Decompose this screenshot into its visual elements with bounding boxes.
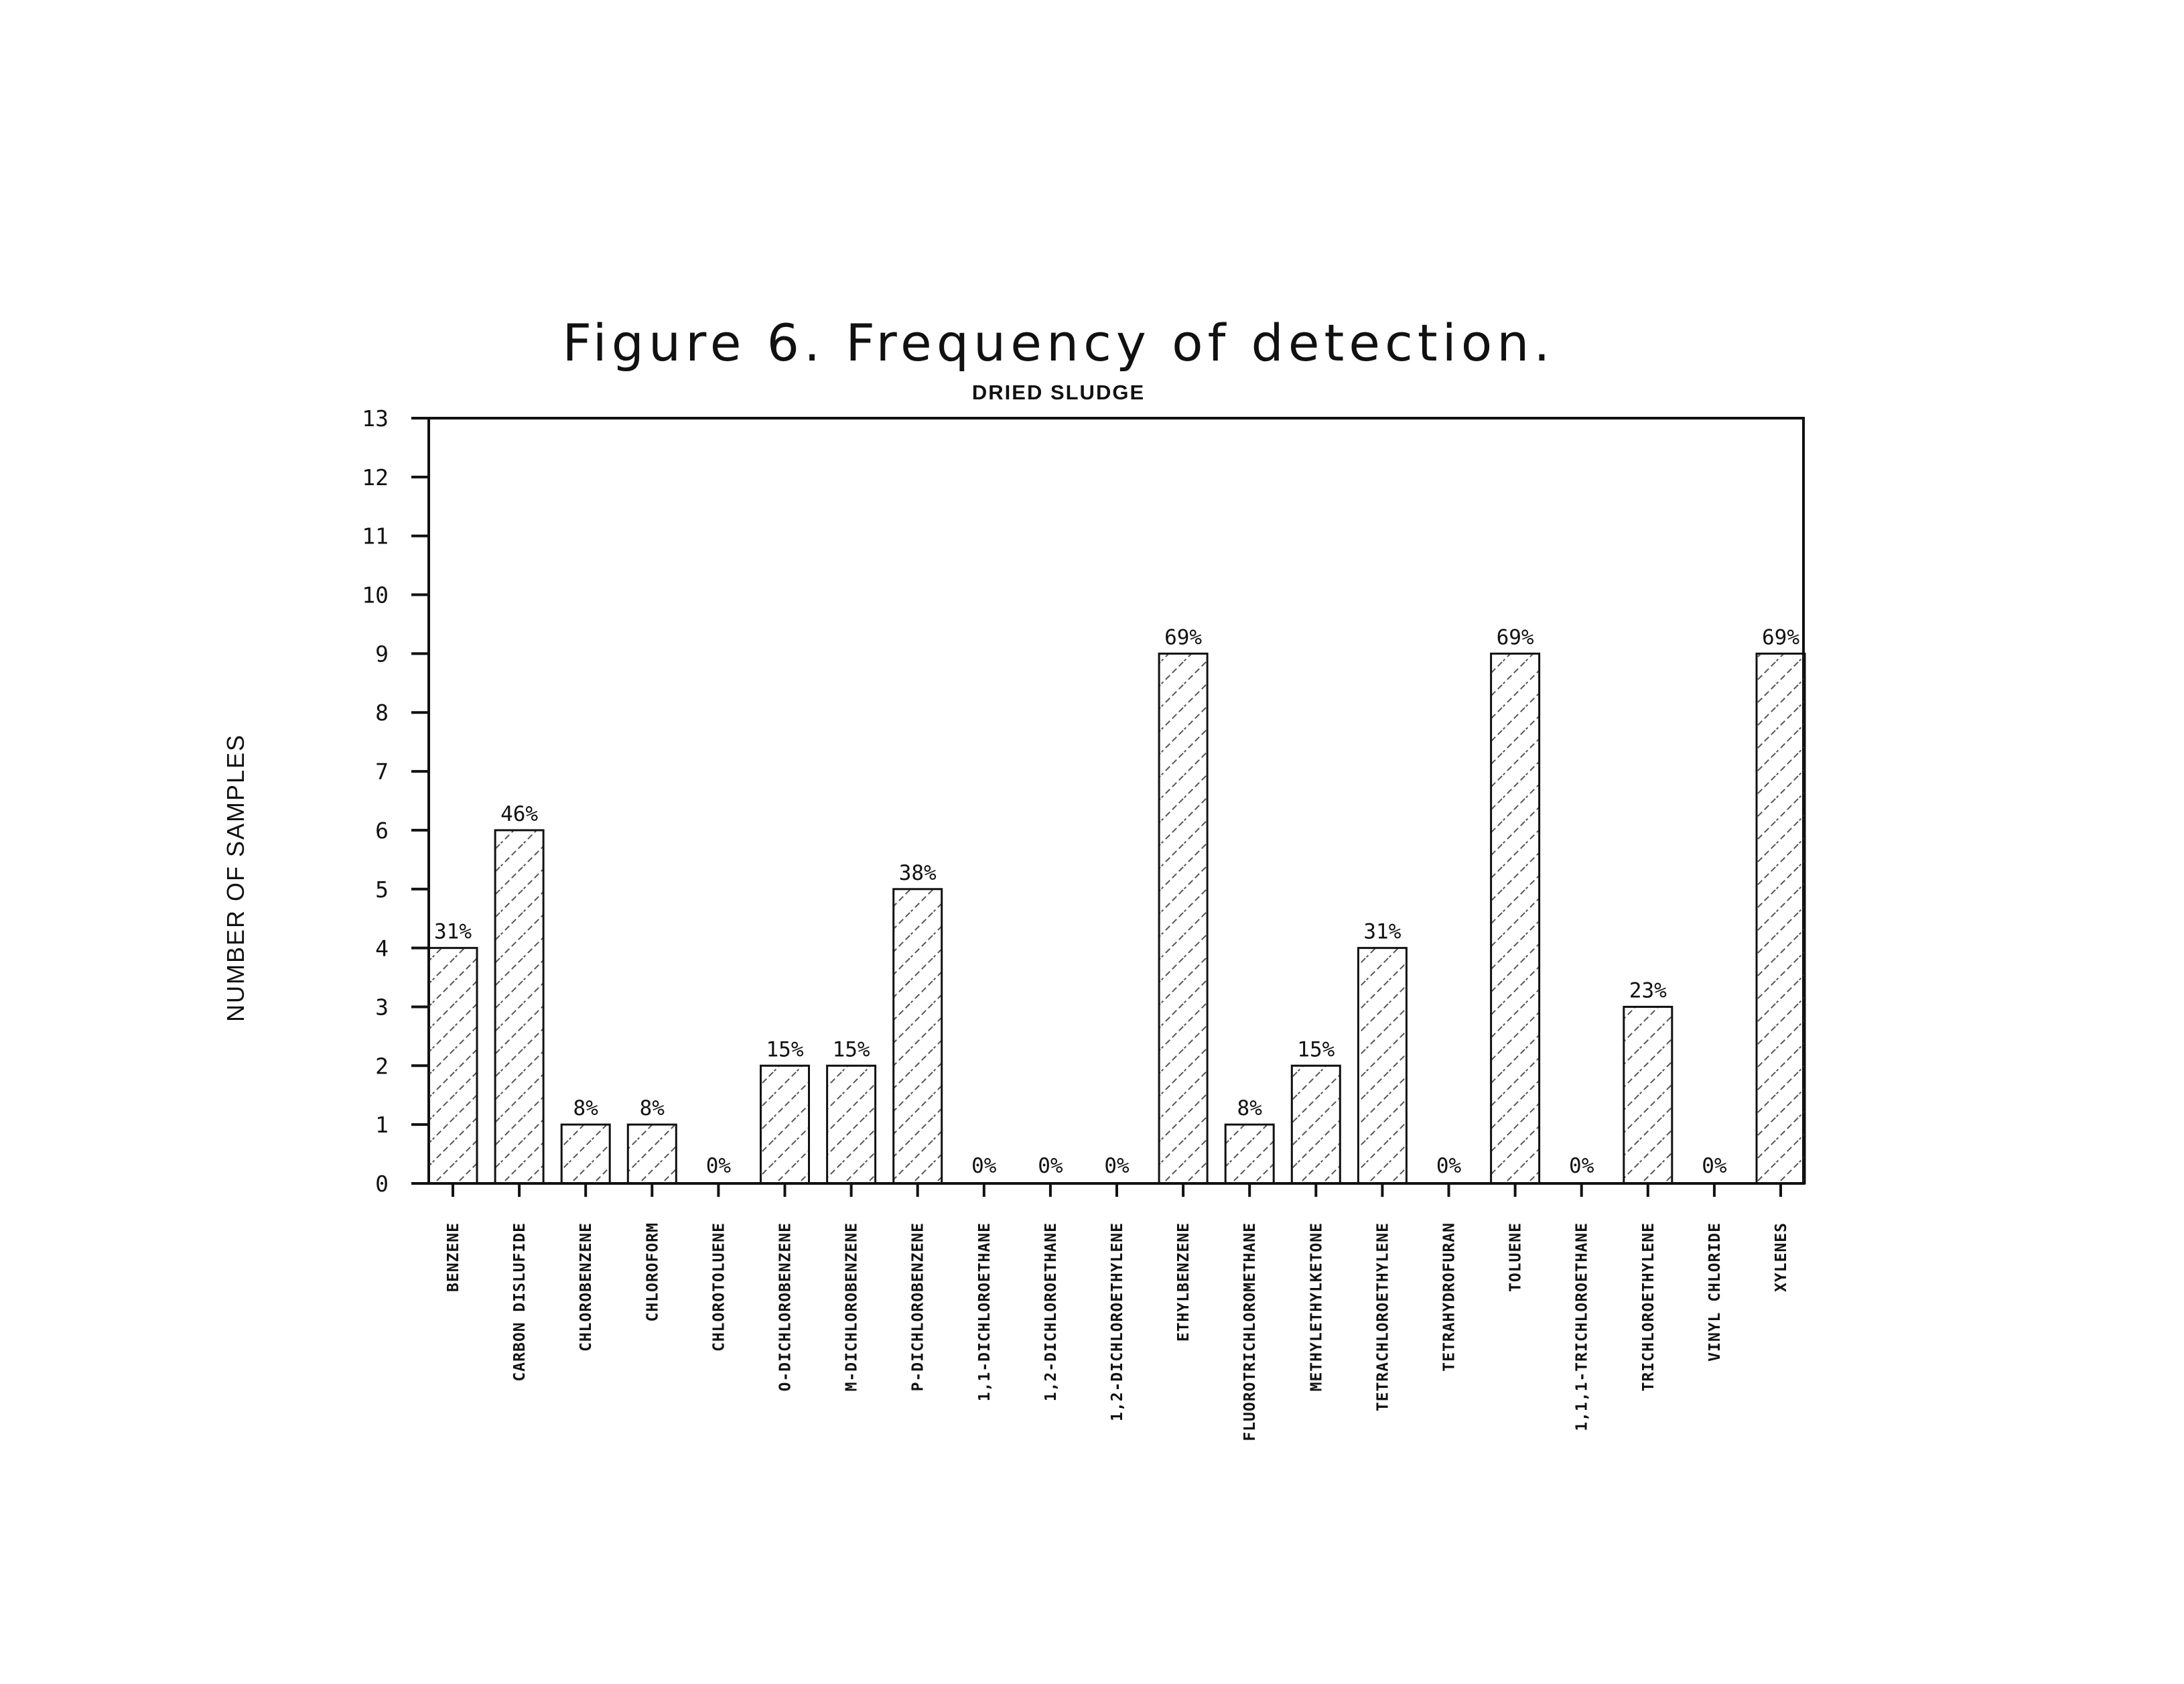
- x-tick-label: 1,1-DICHLOROETHANE: [975, 1222, 994, 1402]
- x-tick-label: CARBON DISLUFIDE: [511, 1222, 529, 1382]
- x-tick-label: P-DICHLOROBENZENE: [909, 1222, 927, 1392]
- x-tick-label: TOLUENE: [1507, 1222, 1525, 1292]
- x-tick-label: M-DICHLOROBENZENE: [843, 1222, 861, 1392]
- y-tick-label: 6: [375, 817, 389, 844]
- x-tick-label: CHLOROFORM: [644, 1222, 662, 1322]
- bar-data-label: 0%: [1038, 1154, 1063, 1178]
- bar-data-label: 0%: [1702, 1154, 1727, 1178]
- bar: [1491, 653, 1540, 1183]
- bar-data-label: 0%: [1569, 1154, 1594, 1178]
- x-tick-label: 1,2-DICHLOROETHYLENE: [1109, 1222, 1126, 1421]
- bar-data-label: 0%: [1104, 1154, 1130, 1178]
- y-tick-label: 3: [375, 994, 389, 1021]
- x-tick-label: 1,2-DICHLOROETHANE: [1042, 1222, 1060, 1402]
- bar: [761, 1065, 809, 1183]
- bar: [1757, 653, 1805, 1183]
- y-tick-label: 0: [375, 1171, 389, 1197]
- x-tick-label: XYLENES: [1773, 1222, 1790, 1292]
- bar: [827, 1065, 876, 1183]
- bar: [628, 1124, 676, 1183]
- x-tick-label: BENZENE: [445, 1222, 462, 1292]
- y-tick-label: 10: [362, 582, 389, 608]
- y-tick-label: 4: [375, 935, 389, 962]
- bar: [1225, 1124, 1274, 1183]
- bar-data-label: 38%: [898, 860, 937, 885]
- chart-subtitle: DRIED SLUDGE: [971, 381, 1146, 404]
- bar-data-label: 46%: [500, 801, 539, 826]
- bar-data-label: 15%: [1297, 1037, 1335, 1062]
- plot-area-frame: [429, 418, 1803, 1183]
- bar-data-label: 23%: [1629, 978, 1667, 1003]
- x-tick-label: O-DICHLOROBENZENE: [776, 1222, 795, 1392]
- x-tick-label: FLUOROTRICHLOROMETHANE: [1241, 1222, 1259, 1441]
- bar-data-label: 69%: [1762, 625, 1799, 650]
- y-tick-label: 13: [362, 405, 389, 432]
- x-tick-label: ETHYLBENZENE: [1175, 1222, 1193, 1342]
- bar: [894, 889, 942, 1183]
- x-tick-label: VINYL CHLORIDE: [1706, 1222, 1724, 1362]
- bar-data-label: 15%: [766, 1037, 804, 1062]
- bar-data-label: 0%: [1436, 1154, 1462, 1178]
- bar-data-label: 8%: [1237, 1096, 1262, 1121]
- chart-title: Figure 6. Frequency of detection.: [562, 313, 1555, 373]
- y-tick-label: 7: [375, 759, 389, 785]
- bar-data-label: 31%: [1363, 919, 1402, 944]
- y-axis: [362, 405, 429, 1197]
- bar-data-label: 69%: [1164, 625, 1203, 650]
- y-tick-label: 8: [375, 700, 389, 726]
- bar-data-label: 8%: [573, 1096, 598, 1121]
- bar: [495, 830, 543, 1183]
- bar-data-label: 31%: [434, 919, 472, 944]
- x-tick-label: TRICHLOROETHYLENE: [1639, 1222, 1657, 1392]
- bar-data-label: 15%: [832, 1037, 870, 1062]
- bar-series: [429, 625, 1805, 1183]
- y-tick-label: 11: [362, 523, 389, 549]
- x-tick-label: TETRAHYDROFURAN: [1440, 1222, 1458, 1372]
- bar-data-label: 8%: [639, 1096, 665, 1121]
- bar: [1358, 948, 1406, 1183]
- bar: [429, 948, 477, 1183]
- x-tick-label: CHLOROBENZENE: [577, 1222, 596, 1352]
- bar: [1292, 1065, 1340, 1183]
- x-axis: [445, 1183, 1790, 1441]
- y-axis-label: NUMBER OF SAMPLES: [222, 733, 249, 1023]
- x-tick-label: CHLOROTOLUENE: [710, 1222, 728, 1352]
- bar-data-label: 0%: [705, 1154, 732, 1178]
- y-tick-label: 12: [362, 464, 389, 491]
- y-tick-label: 1: [375, 1112, 389, 1139]
- bar: [561, 1124, 610, 1183]
- x-tick-label: TETRACHLOROETHYLENE: [1374, 1222, 1392, 1412]
- y-tick-label: 5: [375, 876, 389, 903]
- x-tick-label: METHYLETHYLKETONE: [1308, 1222, 1326, 1392]
- x-tick-label: 1,1,1-TRICHLOROETHANE: [1573, 1222, 1591, 1431]
- y-tick-label: 9: [375, 641, 389, 667]
- bar: [1159, 653, 1207, 1183]
- bar: [1624, 1007, 1672, 1183]
- y-tick-label: 2: [375, 1053, 389, 1080]
- bar-data-label: 69%: [1496, 625, 1534, 650]
- bar-data-label: 0%: [971, 1154, 997, 1178]
